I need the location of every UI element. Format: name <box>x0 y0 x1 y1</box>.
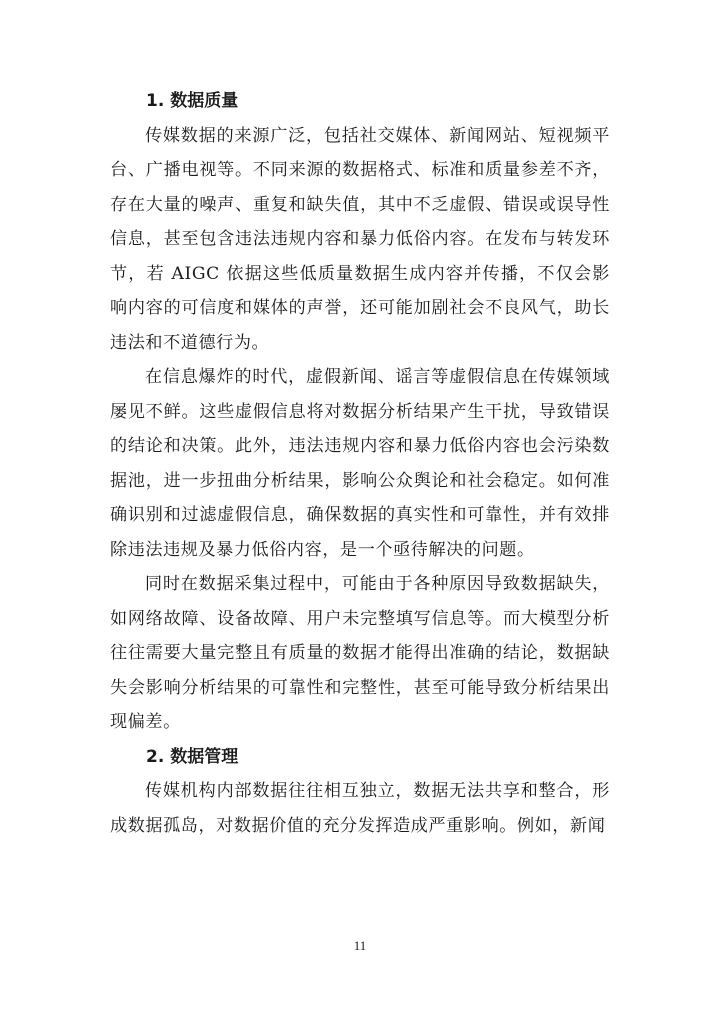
section-heading-data-management: 2. 数据管理 <box>146 746 239 767</box>
document-page <box>110 84 610 843</box>
section-heading-data-quality: 1. 数据质量 <box>146 91 239 111</box>
paragraph: 同时在数据采集过程中，可能由于各种原因导致数据缺失，如网络故障、设备故障、用户未完整填写信息等。而大模型分析往往需要大量完整且有质量的数据才能得出准确的结论，数据缺失会影响分析结果的可靠性和完整性，甚至可能导致分析结果出现偏差。 <box>110 574 610 732</box>
paragraph: 传媒数据的来源广泛，包括社交媒体、新闻网站、短视频平台、广播电视等。不同来源的数据格式、标准和质量参差不齐，存在大量的噪声、重复和缺失值，其中不乏虚假、错误或误导性信息，甚至包含违法违规内容和暴力低俗内容。在发布与转发环节，若 AIGC 依据这些低质量数据生成内容并传播，不仅会影响内容的可信度和媒体的声誉，还可能加剧社会不良风气，助长违法和不道德行为。 <box>110 125 610 353</box>
paragraph: 传媒机构内部数据往往相互独立，数据无法共享和整合，形成数据孤岛，对数据价值的充分发挥造成严重影响。例如，新闻 <box>110 781 610 836</box>
paragraph: 在信息爆炸的时代，虚假新闻、谣言等虚假信息在传媒领域屡见不鲜。这些虚假信息将对数据分析结果产生干扰，导致错误的结论和决策。此外，违法违规内容和暴力低俗内容也会污染数据池，进一步扭曲分析结果，影响公众舆论和社会稳定。如何准确识别和过滤虚假信息，确保数据的真实性和可靠性，并有效排除违法违规及暴力低俗内容，是一个亟待解决的问题。 <box>110 367 610 560</box>
page-number: 11 <box>353 938 367 953</box>
